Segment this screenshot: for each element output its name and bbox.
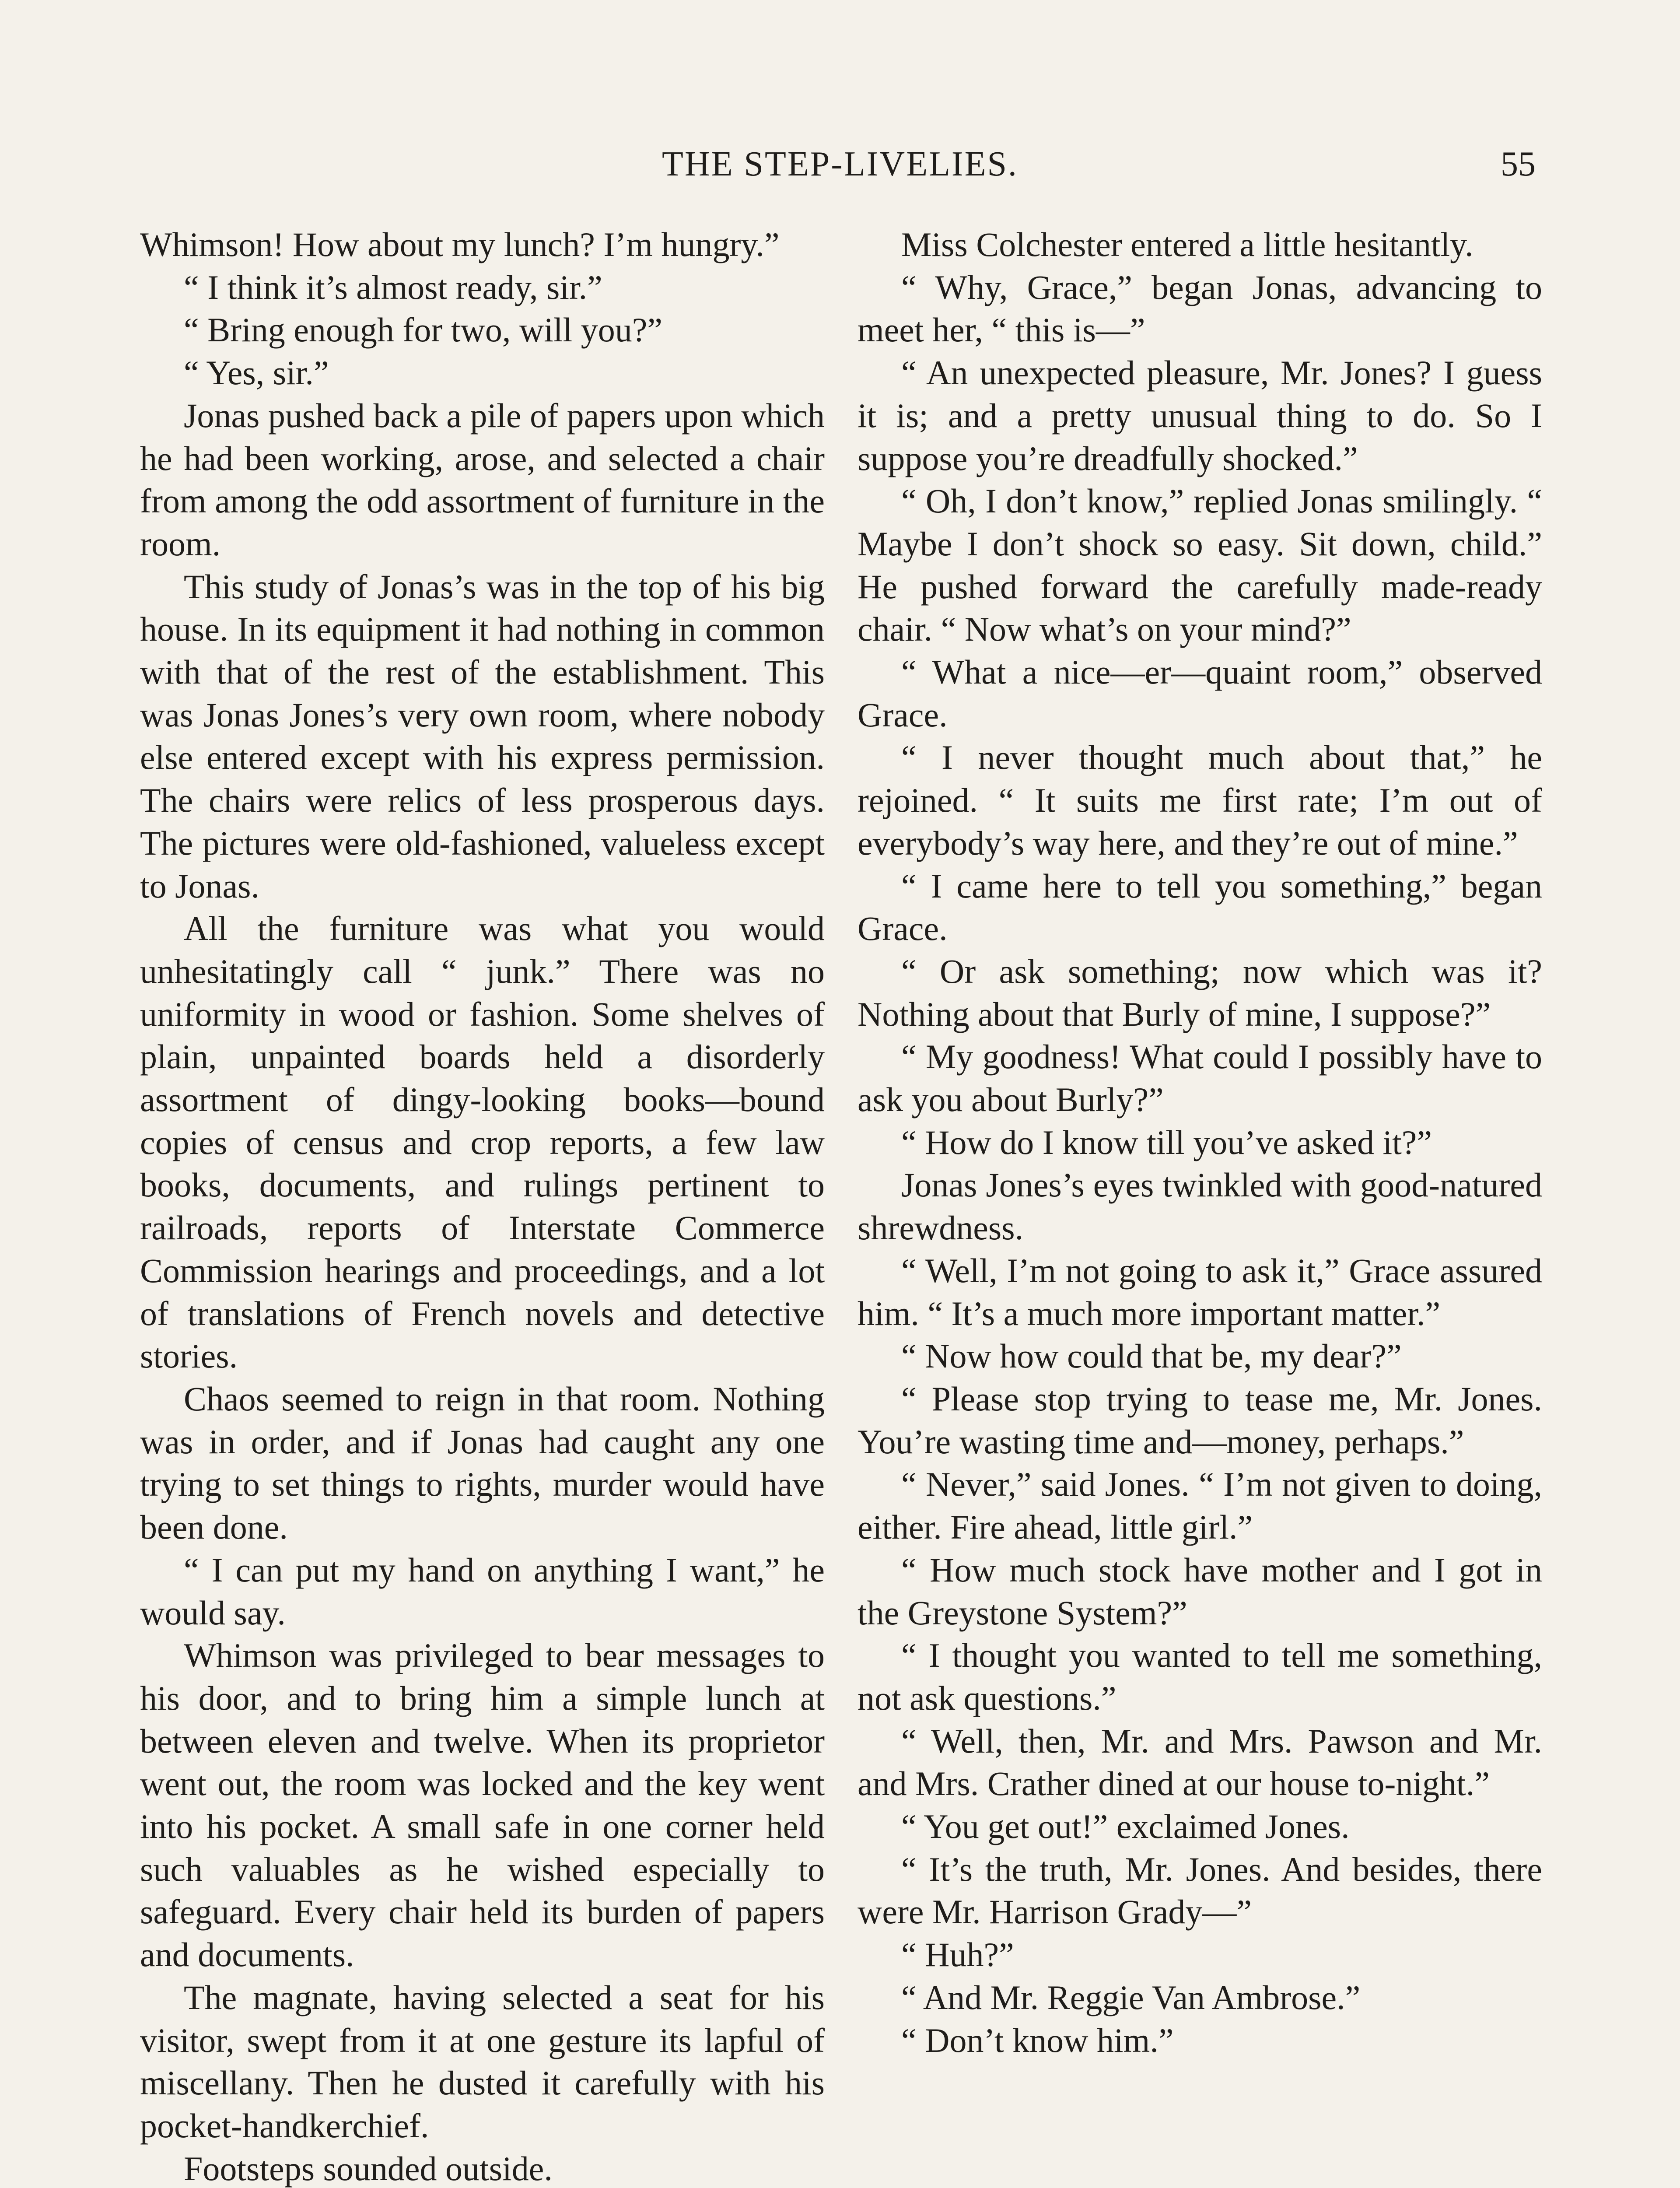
paragraph: “ Well, I’m not going to ask it,” Grace assured him. “ It’s a much more important matter.” [858, 1251, 1542, 1332]
paragraph: “ Or ask something; now which was it? Nothing about that Burly of mine, I suppose?” [858, 952, 1542, 1033]
paragraph: Whimson was privileged to bear messages to his door, and to bring him a simple lunch at between eleven and twelve. When its proprietor went out, the room was locked and the key went into his pocket. A small safe in one corner held such valuables as he wished especially to safeguard. Every chair held its burden of papers and documents. [140, 1636, 825, 1974]
paragraph: Chaos seemed to reign in that room. Nothing was in order, and if Jonas had caught any one trying to set things to rights, murder would have been done. [140, 1379, 825, 1546]
paragraph: “ Why, Grace,” began Jonas, advancing to meet her, “ this is—” [858, 268, 1542, 349]
paragraph: Jonas Jones’s eyes twinkled with good-natured shrewdness. [858, 1166, 1542, 1247]
right-text-column [858, 223, 1542, 2062]
paragraph: “ What a nice—er—quaint room,” observed Grace. [858, 653, 1542, 734]
paragraph: “ Yes, sir.” [184, 354, 329, 392]
paragraph: “ Huh?” [901, 1936, 1014, 1974]
paragraph: “ Oh, I don’t know,” replied Jonas smilingly. “ Maybe I don’t shock so easy. Sit down, child.” He pushed forward the carefully made-ready chair. “ Now what’s on your mind?” [858, 482, 1542, 649]
paragraph: Jonas pushed back a pile of papers upon which he had been working, arose, and selected a chair from among the odd assortment of furniture in the room. [140, 396, 825, 563]
page-number: 55 [1501, 145, 1536, 183]
paragraph: “ I think it’s almost ready, sir.” [184, 268, 602, 306]
paragraph: All the furniture was what you would unhesitatingly call “ junk.” There was no uniformity in wood or fashion. Some shelves of plain, unpainted boards held a disorderly assortment of dingy-looking books—bound copies of census and crop reports, a few law books, documents, and rulings pertinent to railroads, reports of Interstate Commerce Commission hearings and proceedings, and a lot of translations of French novels and detective stories. [140, 909, 825, 1375]
paragraph: “ Now how could that be, my dear?” [901, 1337, 1402, 1375]
paragraph: Footsteps sounded outside. [184, 2149, 553, 2188]
paragraph: “ Bring enough for two, will you?” [184, 311, 662, 349]
paragraph: Miss Colchester entered a little hesitantly. [901, 225, 1474, 263]
paragraph: “ Never,” said Jones. “ I’m not given to doing, either. Fire ahead, little girl.” [858, 1465, 1542, 1546]
paragraph: “ Well, then, Mr. and Mrs. Pawson and Mr. and Mrs. Crather dined at our house to-night.” [858, 1722, 1542, 1803]
paragraph: “ Don’t know him.” [901, 2021, 1174, 2059]
paragraph: “ I never thought much about that,” he rejoined. “ It suits me first rate; I’m out of everybody’s way here, and they’re out of mine.” [858, 738, 1542, 862]
paragraph: The magnate, having selected a seat for his visitor, swept from it at one gesture its lapful of miscellany. Then he dusted it carefully with his pocket-handkerchief. [140, 1978, 825, 2145]
paragraph: “ How do I know till you’ve asked it?” [901, 1123, 1432, 1161]
paragraph: “ How much stock have mother and I got in the Greystone System?” [858, 1550, 1542, 1632]
paragraph: This study of Jonas’s was in the top of his big house. In its equipment it had nothing in common with that of the rest of the establishment. This was Jonas Jones’s very own room, where nobody else entered except with his express permission. The chairs were relics of less prosperous days. The pictures were old-fashioned, valueless except to Jonas. [140, 567, 825, 905]
paragraph: “ My goodness! What could I possibly have to ask you about Burly?” [858, 1038, 1542, 1119]
paragraph: “ I came here to tell you something,” began Grace. [858, 866, 1542, 948]
paragraph: “ I thought you wanted to tell me something, not ask questions.” [858, 1636, 1542, 1717]
paragraph: “ It’s the truth, Mr. Jones. And besides, there were Mr. Harrison Grady—” [858, 1850, 1542, 1931]
left-text-column [140, 223, 825, 2188]
paragraph: “ Please stop trying to tease me, Mr. Jones. You’re wasting time and—money, perhaps.” [858, 1379, 1542, 1461]
running-title: THE STEP-LIVELIES. [662, 145, 1018, 183]
paragraph: Whimson! How about my lunch? I’m hungry.” [140, 225, 780, 263]
paragraph: “ And Mr. Reggie Van Ambrose.” [901, 1978, 1361, 2016]
paragraph: “ You get out!” exclaimed Jones. [901, 1807, 1350, 1846]
page-header [0, 144, 1680, 197]
paragraph: “ I can put my hand on anything I want,” he would say. [140, 1550, 825, 1632]
paragraph: “ An unexpected pleasure, Mr. Jones? I guess it is; and a pretty unusual thing to do. So I suppose you’re dreadfully shocked.” [858, 354, 1542, 477]
